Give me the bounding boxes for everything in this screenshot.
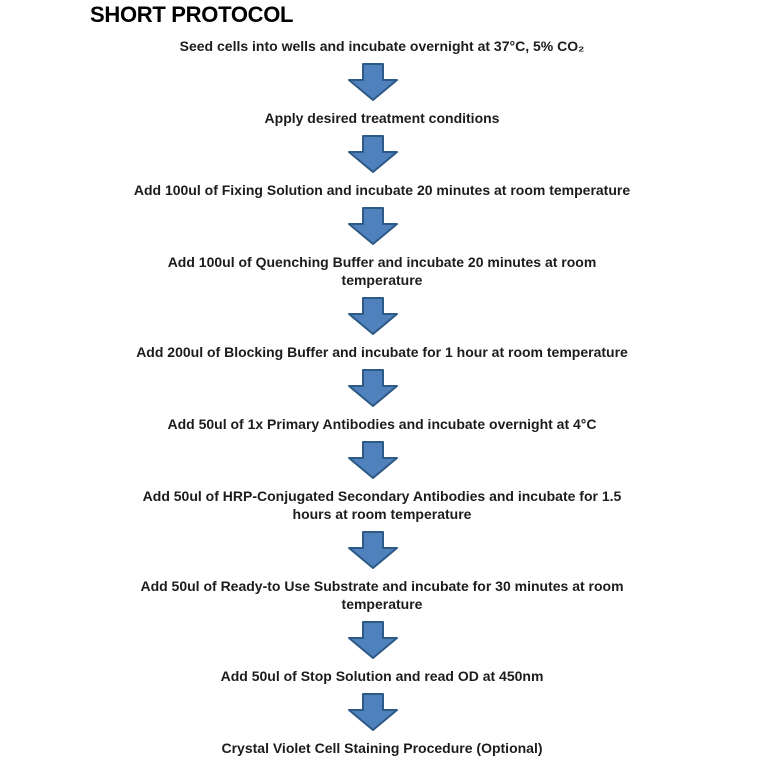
step-secondary-antibodies <box>143 487 622 523</box>
step-text: Add 100ul of Fixing Solution and incubate 20 minutes at room temperature <box>133 182 631 198</box>
down-arrow-icon <box>347 441 399 479</box>
step-text: temperature <box>341 272 423 288</box>
down-arrow-icon <box>347 621 399 659</box>
down-arrow-icon <box>347 693 399 731</box>
step-text: Add 50ul of HRP-Conjugated Secondary Antibodies and incubate for 1.5 <box>142 488 622 504</box>
step-text: hours at room temperature <box>292 506 472 522</box>
down-arrow-icon <box>347 369 399 407</box>
step-crystal-violet <box>221 739 542 757</box>
down-arrow-icon <box>347 207 399 245</box>
step-text: Add 50ul of Stop Solution and read OD at 450nm <box>220 668 544 684</box>
step-text: Crystal Violet Cell Staining Procedure (Optional) <box>221 740 543 756</box>
page-title: SHORT PROTOCOL <box>90 2 294 27</box>
step-fixing-solution <box>134 181 630 199</box>
step-primary-antibodies <box>167 415 596 433</box>
step-text: Apply desired treatment conditions <box>264 110 500 126</box>
step-text: Add 200ul of Blocking Buffer and incubate for 1 hour at room temperature <box>136 344 628 360</box>
step-quenching-buffer <box>168 253 597 289</box>
step-text: Add 100ul of Quenching Buffer and incubate 20 minutes at room <box>167 254 597 270</box>
step-blocking-buffer <box>136 343 628 361</box>
step-text: Seed cells into wells and incubate overnight at 37°C, 5% CO₂ <box>179 38 585 54</box>
step-substrate <box>140 577 623 613</box>
step-apply-treatment <box>265 109 500 127</box>
step-stop-solution <box>221 667 544 685</box>
step-text: temperature <box>341 596 423 612</box>
down-arrow-icon <box>347 135 399 173</box>
down-arrow-icon <box>347 531 399 569</box>
step-text: Add 50ul of 1x Primary Antibodies and incubate overnight at 4°C <box>167 416 597 432</box>
step-seed-cells <box>180 37 585 55</box>
step-text: Add 50ul of Ready-to Use Substrate and incubate for 30 minutes at room <box>140 578 624 594</box>
down-arrow-icon <box>347 297 399 335</box>
protocol-flow <box>0 37 764 757</box>
down-arrow-icon <box>347 63 399 101</box>
